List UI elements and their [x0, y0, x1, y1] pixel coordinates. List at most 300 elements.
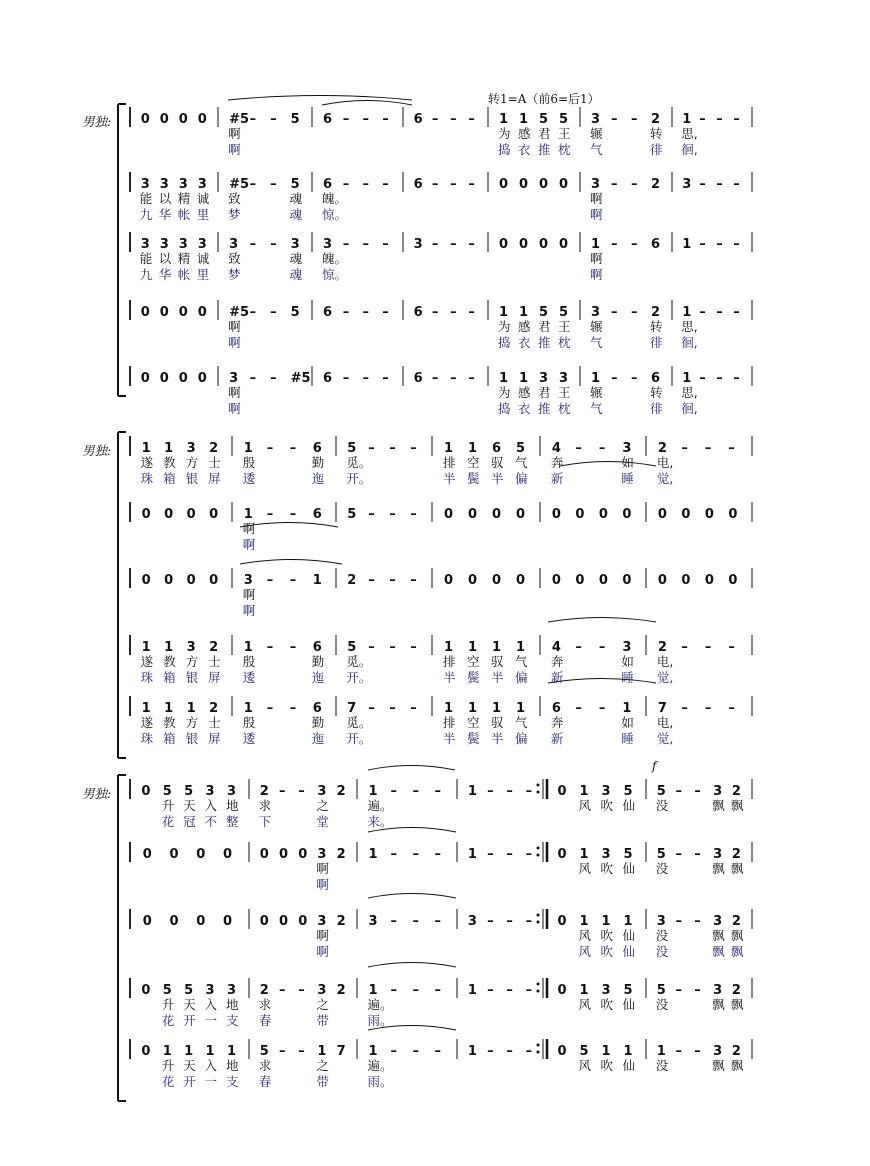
- note: 3: [713, 983, 723, 998]
- lyric-syllable: 遍。: [367, 997, 393, 1012]
- lyric-syllable: 开: [183, 1074, 196, 1089]
- lyric-syllable: 屏: [208, 731, 221, 746]
- duration-dash: –: [249, 112, 257, 127]
- duration-dash: –: [716, 112, 723, 127]
- duration-dash: –: [450, 237, 457, 252]
- lyric-syllable: 啊: [590, 191, 603, 206]
- duration-dash: –: [468, 305, 475, 320]
- duration-dash: –: [266, 701, 274, 716]
- lyric-syllable: 诚: [196, 251, 210, 266]
- lyric-syllable: 入: [204, 997, 218, 1012]
- repeat-dot: [537, 784, 540, 787]
- lyric-syllable: 飘: [730, 1058, 744, 1073]
- duration-dash: –: [298, 784, 305, 799]
- note: 1: [243, 441, 253, 456]
- lyric-syllable: 觉,: [656, 670, 674, 685]
- note: 0: [186, 507, 196, 522]
- note: 3: [317, 784, 327, 799]
- note: 5: [347, 507, 357, 522]
- duration-dash: –: [681, 441, 688, 456]
- note: 0: [259, 847, 269, 862]
- lyric-syllable: 鬓: [467, 471, 480, 486]
- lyric-syllable: 半: [491, 731, 504, 746]
- lyric-syllable: 思,: [681, 319, 698, 334]
- lyric-syllable: 飘: [730, 928, 744, 943]
- duration-dash: –: [611, 305, 618, 320]
- duration-dash: –: [450, 305, 457, 320]
- lyric-syllable: 风: [578, 944, 592, 959]
- lyric-syllable: 空: [467, 654, 480, 669]
- voice-label: 男独:: [82, 786, 112, 801]
- repeat-dot: [537, 791, 540, 794]
- note: 0: [279, 847, 289, 862]
- note: 0: [444, 573, 454, 588]
- duration-dash: –: [506, 983, 513, 998]
- note: 0: [557, 1044, 567, 1059]
- note: 3: [229, 371, 239, 386]
- note: 1: [682, 371, 692, 386]
- note: 3: [413, 237, 423, 252]
- duration-dash: –: [279, 1044, 286, 1059]
- note: 1: [519, 305, 529, 320]
- note: 0: [728, 507, 738, 522]
- lyric-syllable: 啊: [228, 401, 241, 416]
- lyric-syllable: 升: [161, 997, 175, 1012]
- duration-dash: –: [575, 640, 582, 655]
- lyric-syllable: 求: [258, 798, 272, 813]
- lyric-syllable: 士: [208, 715, 221, 730]
- lyric-syllable: 之: [316, 798, 329, 813]
- lyric-syllable: 银: [185, 731, 199, 746]
- lyric-syllable: 地: [225, 997, 239, 1012]
- lyric-syllable: 啊: [316, 928, 329, 943]
- lyric-syllable: 飘: [712, 861, 725, 876]
- note: 5: [539, 112, 549, 127]
- duration-dash: –: [382, 112, 389, 127]
- lyric-syllable: 思,: [681, 385, 698, 400]
- note: 1: [468, 640, 478, 655]
- note: 3: [226, 983, 236, 998]
- duration-dash: –: [266, 573, 274, 588]
- note: 1: [499, 371, 509, 386]
- duration-dash: –: [342, 112, 350, 127]
- lyric-syllable: 君: [538, 126, 551, 141]
- lyric-syllable: 地: [225, 1058, 239, 1073]
- lyric-syllable: 捣: [498, 142, 511, 157]
- lyric-syllable: 勤: [311, 654, 325, 669]
- lyric-syllable: 一: [204, 1013, 218, 1028]
- duration-dash: –: [279, 784, 286, 799]
- note: 0: [557, 983, 567, 998]
- note: 3: [713, 914, 723, 929]
- note: 6: [413, 371, 423, 386]
- note: #5: [229, 177, 250, 192]
- duration-dash: –: [389, 441, 396, 456]
- lyric-syllable: 魂: [289, 207, 303, 222]
- duration-dash: –: [382, 305, 389, 320]
- lyric-syllable: 支: [225, 1013, 239, 1028]
- duration-dash: –: [728, 640, 735, 655]
- lyric-syllable: 王: [558, 319, 571, 334]
- duration-dash: –: [450, 112, 457, 127]
- duration-dash: –: [289, 573, 297, 588]
- note: 0: [551, 573, 561, 588]
- note: 1: [579, 983, 589, 998]
- note: 1: [579, 784, 589, 799]
- lyric-syllable: 新: [550, 471, 564, 486]
- lyric-syllable: 衣: [518, 335, 531, 350]
- lyric-syllable: 飘: [730, 861, 744, 876]
- lyric-syllable: 徘: [650, 142, 663, 157]
- duration-dash: –: [249, 177, 257, 192]
- note: 1: [516, 640, 526, 655]
- lyric-syllable: 气: [515, 455, 528, 470]
- lyric-syllable: 风: [578, 997, 592, 1012]
- duration-dash: –: [525, 1044, 533, 1059]
- note: 0: [209, 573, 219, 588]
- lyric-syllable: 没: [655, 1058, 669, 1073]
- duration-dash: –: [270, 112, 277, 127]
- duration-dash: –: [631, 177, 638, 192]
- note: 3: [186, 441, 196, 456]
- lyric-syllable: 觅。: [346, 455, 372, 470]
- duration-dash: –: [733, 177, 740, 192]
- note: 1: [368, 1044, 378, 1059]
- lyric-syllable: 不: [204, 814, 218, 829]
- duration-dash: –: [699, 112, 706, 127]
- duration-dash: –: [410, 640, 417, 655]
- note: 1: [467, 1044, 477, 1059]
- lyric-syllable: 吹: [600, 1058, 614, 1073]
- lyric-syllable: 之: [316, 1058, 329, 1073]
- duration-dash: –: [389, 507, 396, 522]
- note: 1: [467, 983, 477, 998]
- note: 2: [651, 305, 661, 320]
- duration-dash: –: [342, 305, 350, 320]
- lyric-syllable: 箱: [163, 471, 176, 486]
- note: 3: [197, 237, 207, 252]
- note: 0: [681, 507, 691, 522]
- lyric-syllable: 感: [518, 126, 531, 141]
- lyric-syllable: 入: [204, 798, 218, 813]
- lyric-syllable: 捣: [498, 335, 511, 350]
- lyric-syllable: 逶: [242, 471, 256, 486]
- duration-dash: –: [704, 640, 712, 655]
- note: 0: [164, 507, 174, 522]
- note: 0: [657, 573, 667, 588]
- duration-dash: –: [699, 305, 706, 320]
- lyric-syllable: 为: [498, 385, 511, 400]
- note: 3: [539, 371, 549, 386]
- note: 5: [290, 305, 300, 320]
- duration-dash: –: [575, 701, 582, 716]
- lyric-syllable: 电,: [656, 455, 674, 470]
- repeat-dot: [537, 990, 540, 993]
- duration-dash: –: [431, 305, 439, 320]
- lyric-syllable: 啊: [242, 587, 256, 602]
- lyric-syllable: 啊: [228, 126, 241, 141]
- duration-dash: –: [289, 640, 297, 655]
- duration-dash: –: [704, 701, 712, 716]
- note: 1: [162, 1044, 172, 1059]
- note: 0: [169, 847, 179, 862]
- note: 1: [622, 701, 632, 716]
- note: 0: [259, 914, 269, 929]
- slur-curve: [548, 618, 656, 623]
- note: 0: [499, 237, 509, 252]
- duration-dash: –: [390, 914, 397, 929]
- note: 2: [731, 914, 741, 929]
- lyric-syllable: 下: [258, 814, 272, 829]
- note: 1: [164, 441, 174, 456]
- lyric-syllable: 箱: [163, 731, 176, 746]
- duration-dash: –: [249, 305, 257, 320]
- lyric-syllable: 气: [515, 715, 528, 730]
- note: 0: [516, 507, 526, 522]
- duration-dash: –: [431, 237, 439, 252]
- duration-dash: –: [362, 371, 369, 386]
- note: 0: [516, 573, 526, 588]
- duration-dash: –: [525, 847, 533, 862]
- duration-dash: –: [390, 847, 397, 862]
- note: 7: [336, 1044, 346, 1059]
- duration-dash: –: [694, 784, 701, 799]
- note: 0: [499, 177, 509, 192]
- duration-dash: –: [631, 237, 638, 252]
- duration-dash: –: [728, 441, 735, 456]
- lyric-syllable: 惊。: [321, 267, 347, 282]
- duration-dash: –: [270, 371, 277, 386]
- duration-dash: –: [699, 371, 706, 386]
- duration-dash: –: [434, 1044, 441, 1059]
- note: 0: [704, 507, 714, 522]
- lyric-syllable: 觅。: [346, 654, 372, 669]
- lyric-syllable: 以: [158, 191, 172, 206]
- note: 5: [162, 983, 172, 998]
- duration-dash: –: [716, 371, 723, 386]
- note: 3: [205, 784, 215, 799]
- note: 1: [368, 847, 378, 862]
- lyric-syllable: 思,: [681, 126, 698, 141]
- note: 2: [347, 573, 357, 588]
- duration-dash: –: [368, 701, 375, 716]
- lyric-syllable: 半: [491, 471, 504, 486]
- lyric-syllable: 入: [204, 1058, 218, 1073]
- note: 6: [551, 701, 561, 716]
- lyric-syllable: 半: [443, 670, 456, 685]
- note: 5: [290, 177, 300, 192]
- duration-dash: –: [704, 441, 712, 456]
- duration-dash: –: [487, 983, 494, 998]
- note: 0: [492, 573, 502, 588]
- lyric-syllable: 仙: [622, 1058, 636, 1073]
- lyric-syllable: 啊: [228, 335, 241, 350]
- note: 0: [141, 573, 151, 588]
- duration-dash: –: [525, 914, 533, 929]
- lyric-syllable: 啊: [228, 319, 241, 334]
- note: 2: [336, 847, 346, 862]
- note: 0: [197, 112, 207, 127]
- duration-dash: –: [487, 1044, 494, 1059]
- lyric-syllable: 屏: [208, 471, 221, 486]
- note: 2: [209, 701, 219, 716]
- note: 2: [336, 983, 346, 998]
- note: 1: [682, 237, 692, 252]
- note: 1: [205, 1044, 215, 1059]
- note: 6: [651, 237, 661, 252]
- note: 1: [444, 441, 454, 456]
- lyric-syllable: 致: [228, 191, 241, 206]
- note: 2: [336, 784, 346, 799]
- duration-dash: –: [716, 177, 723, 192]
- note: 2: [336, 914, 346, 929]
- slur-curve: [368, 894, 456, 899]
- lyric-syllable: 转: [650, 319, 663, 334]
- duration-dash: –: [450, 371, 457, 386]
- duration-dash: –: [506, 1044, 513, 1059]
- note: 3: [682, 177, 692, 192]
- lyric-syllable: 没: [655, 944, 669, 959]
- duration-dash: –: [675, 1044, 682, 1059]
- duration-dash: –: [342, 177, 350, 192]
- lyric-syllable: 求: [258, 997, 272, 1012]
- lyric-syllable: 偏: [515, 731, 528, 746]
- note: 1: [601, 914, 611, 929]
- note: 0: [178, 112, 188, 127]
- note: 0: [539, 237, 549, 252]
- note: 5: [559, 112, 569, 127]
- duration-dash: –: [694, 1044, 701, 1059]
- lyric-syllable: 飘: [712, 798, 725, 813]
- note: 0: [178, 371, 188, 386]
- duration-dash: –: [611, 371, 618, 386]
- lyric-syllable: 花: [161, 1074, 175, 1089]
- duration-dash: –: [598, 701, 606, 716]
- note: 0: [298, 914, 308, 929]
- lyric-syllable: 带: [316, 1013, 329, 1028]
- lyric-syllable: 殷: [242, 455, 256, 470]
- note: 2: [259, 784, 269, 799]
- lyric-syllable: 风: [578, 928, 592, 943]
- note: 0: [468, 507, 478, 522]
- note: 3: [317, 983, 327, 998]
- repeat-dot: [537, 983, 540, 986]
- note: 6: [312, 507, 322, 522]
- lyric-syllable: 推: [538, 142, 551, 157]
- note: 5: [347, 441, 357, 456]
- lyric-syllable: 天: [183, 997, 196, 1012]
- lyric-syllable: 徊,: [681, 401, 698, 416]
- lyric-syllable: 致: [228, 251, 241, 266]
- note: 6: [322, 112, 332, 127]
- lyric-syllable: 之: [316, 997, 329, 1012]
- lyric-syllable: 辗: [590, 319, 603, 334]
- duration-dash: –: [289, 441, 297, 456]
- duration-dash: –: [412, 1044, 419, 1059]
- duration-dash: –: [289, 701, 297, 716]
- note: 6: [413, 112, 423, 127]
- lyric-syllable: 能: [139, 251, 153, 266]
- duration-dash: –: [506, 847, 513, 862]
- note: 2: [731, 847, 741, 862]
- duration-dash: –: [368, 640, 375, 655]
- note: 1: [243, 640, 253, 655]
- note: 3: [622, 441, 632, 456]
- note: 2: [209, 640, 219, 655]
- lyric-syllable: 一: [204, 1074, 218, 1089]
- lyric-syllable: 辗: [590, 385, 603, 400]
- lyric-syllable: 梦: [228, 267, 241, 282]
- lyric-syllable: 奔: [550, 715, 564, 730]
- lyric-syllable: 帐: [177, 267, 191, 282]
- note: 0: [557, 914, 567, 929]
- note: 0: [197, 305, 207, 320]
- note: 1: [467, 847, 477, 862]
- lyric-syllable: 驭: [491, 455, 504, 470]
- lyric-syllable: 春: [258, 1013, 272, 1028]
- voice-label: 男独:: [82, 114, 112, 129]
- note: 3: [467, 914, 477, 929]
- lyric-syllable: 魄。: [321, 191, 347, 206]
- note: 1: [444, 640, 454, 655]
- duration-dash: –: [611, 237, 618, 252]
- lyric-syllable: 气: [515, 654, 528, 669]
- note: 3: [205, 983, 215, 998]
- lyric-syllable: 方: [185, 455, 199, 470]
- note: 0: [142, 847, 152, 862]
- duration-dash: –: [368, 573, 375, 588]
- lyric-syllable: 啊: [590, 207, 603, 222]
- note: 1: [184, 1044, 194, 1059]
- lyric-syllable: 徘: [650, 401, 663, 416]
- lyric-syllable: 空: [467, 455, 480, 470]
- duration-dash: –: [506, 784, 513, 799]
- note: 0: [598, 573, 608, 588]
- duration-dash: –: [412, 983, 419, 998]
- slur-curve: [560, 462, 656, 467]
- duration-dash: –: [270, 237, 277, 252]
- lyric-syllable: 风: [578, 1058, 592, 1073]
- lyric-syllable: 驭: [491, 715, 504, 730]
- lyric-syllable: 感: [518, 385, 531, 400]
- lyric-syllable: 箱: [163, 670, 176, 685]
- note: 5: [347, 640, 357, 655]
- duration-dash: –: [694, 847, 701, 862]
- lyric-syllable: 啊: [242, 537, 256, 552]
- lyric-syllable: 啊: [590, 267, 603, 282]
- note: 0: [557, 847, 567, 862]
- duration-dash: –: [450, 177, 457, 192]
- lyric-syllable: 开。: [346, 471, 372, 486]
- lyric-syllable: 教: [163, 654, 176, 669]
- lyric-syllable: 仙: [622, 997, 636, 1012]
- duration-dash: –: [362, 305, 369, 320]
- lyric-syllable: 徘: [650, 335, 663, 350]
- lyric-syllable: 飘: [730, 997, 744, 1012]
- lyric-syllable: 雨。: [367, 1074, 393, 1089]
- lyric-syllable: 整: [225, 814, 239, 829]
- duration-dash: –: [270, 177, 277, 192]
- lyric-syllable: 徊,: [681, 335, 698, 350]
- note: 3: [317, 847, 327, 862]
- lyric-syllable: 推: [538, 335, 551, 350]
- lyric-syllable: 屏: [208, 670, 221, 685]
- note: 0: [622, 507, 632, 522]
- note: 2: [657, 441, 667, 456]
- note: 2: [651, 177, 661, 192]
- lyric-syllable: 转: [650, 385, 663, 400]
- duration-dash: –: [681, 701, 688, 716]
